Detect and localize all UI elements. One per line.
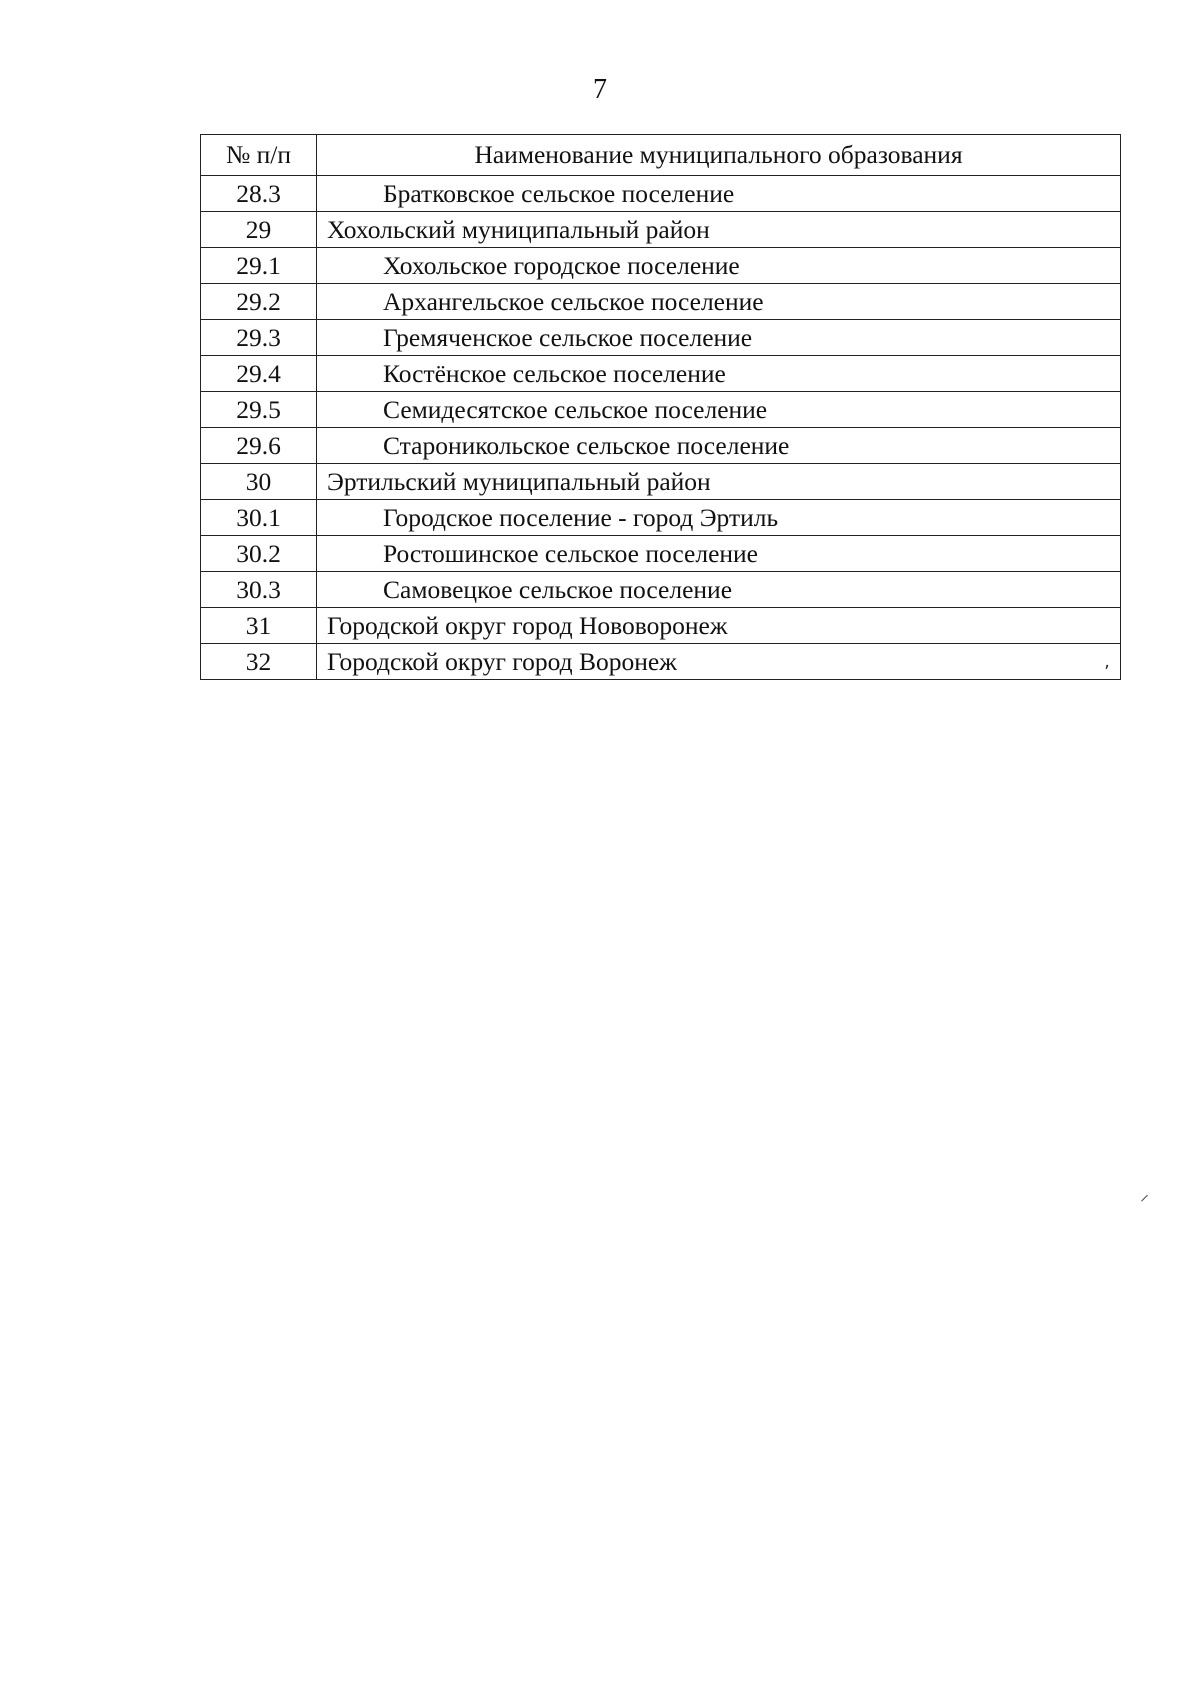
settlement-name: Костёнское сельское поселение — [317, 356, 1121, 392]
row-number: 30.1 — [201, 500, 317, 536]
row-number: 30.2 — [201, 536, 317, 572]
scan-mark: ⸝ — [1140, 1184, 1149, 1205]
table-row — [201, 284, 1121, 320]
row-number: 32 — [201, 644, 317, 680]
district-name: Хохольский муниципальный район — [317, 212, 1121, 248]
table-row — [201, 248, 1121, 284]
row-number: 29.3 — [201, 320, 317, 356]
settlement-name: Самовецкое сельское поселение — [317, 572, 1121, 608]
settlement-name: Братковское сельское поселение — [317, 176, 1121, 212]
column-header-number: № п/п — [201, 135, 317, 176]
row-number: 29.2 — [201, 284, 317, 320]
table-row — [201, 644, 1121, 680]
settlement-name: Хохольское городское поселение — [317, 248, 1121, 284]
table-row — [201, 572, 1121, 608]
row-number: 29 — [201, 212, 317, 248]
settlement-name: Городское поселение - город Эртиль — [317, 500, 1121, 536]
table-row — [201, 608, 1121, 644]
settlement-name: Староникольское сельское поселение — [317, 428, 1121, 464]
municipal-formations-table — [200, 134, 1121, 680]
row-number: 31 — [201, 608, 317, 644]
row-number: 29.5 — [201, 392, 317, 428]
row-number: 29.1 — [201, 248, 317, 284]
table-row — [201, 392, 1121, 428]
table-row — [201, 212, 1121, 248]
table-row — [201, 536, 1121, 572]
table-row — [201, 356, 1121, 392]
settlement-name: Архангельское сельское поселение — [317, 284, 1121, 320]
table-row — [201, 464, 1121, 500]
row-number: 30.3 — [201, 572, 317, 608]
settlement-name: Ростошинское сельское поселение — [317, 536, 1121, 572]
district-name: Эртильский муниципальный район — [317, 464, 1121, 500]
table-row — [201, 320, 1121, 356]
row-number: 29.6 — [201, 428, 317, 464]
settlement-name: Семидесятское сельское поселение — [317, 392, 1121, 428]
district-name: Городской округ город Воронеж — [317, 644, 1121, 680]
table-row — [201, 176, 1121, 212]
scan-mark: ʼ — [1104, 662, 1110, 683]
table-body — [201, 176, 1121, 680]
table-row — [201, 428, 1121, 464]
column-header-name: Наименование муниципального образования — [317, 135, 1121, 176]
row-number: 30 — [201, 464, 317, 500]
table-row — [201, 500, 1121, 536]
row-number: 28.3 — [201, 176, 317, 212]
row-number: 29.4 — [201, 356, 317, 392]
settlement-name: Гремяченское сельское поселение — [317, 320, 1121, 356]
page-number: 7 — [593, 74, 607, 105]
table-header-row — [201, 135, 1121, 176]
district-name: Городской округ город Нововоронеж — [317, 608, 1121, 644]
